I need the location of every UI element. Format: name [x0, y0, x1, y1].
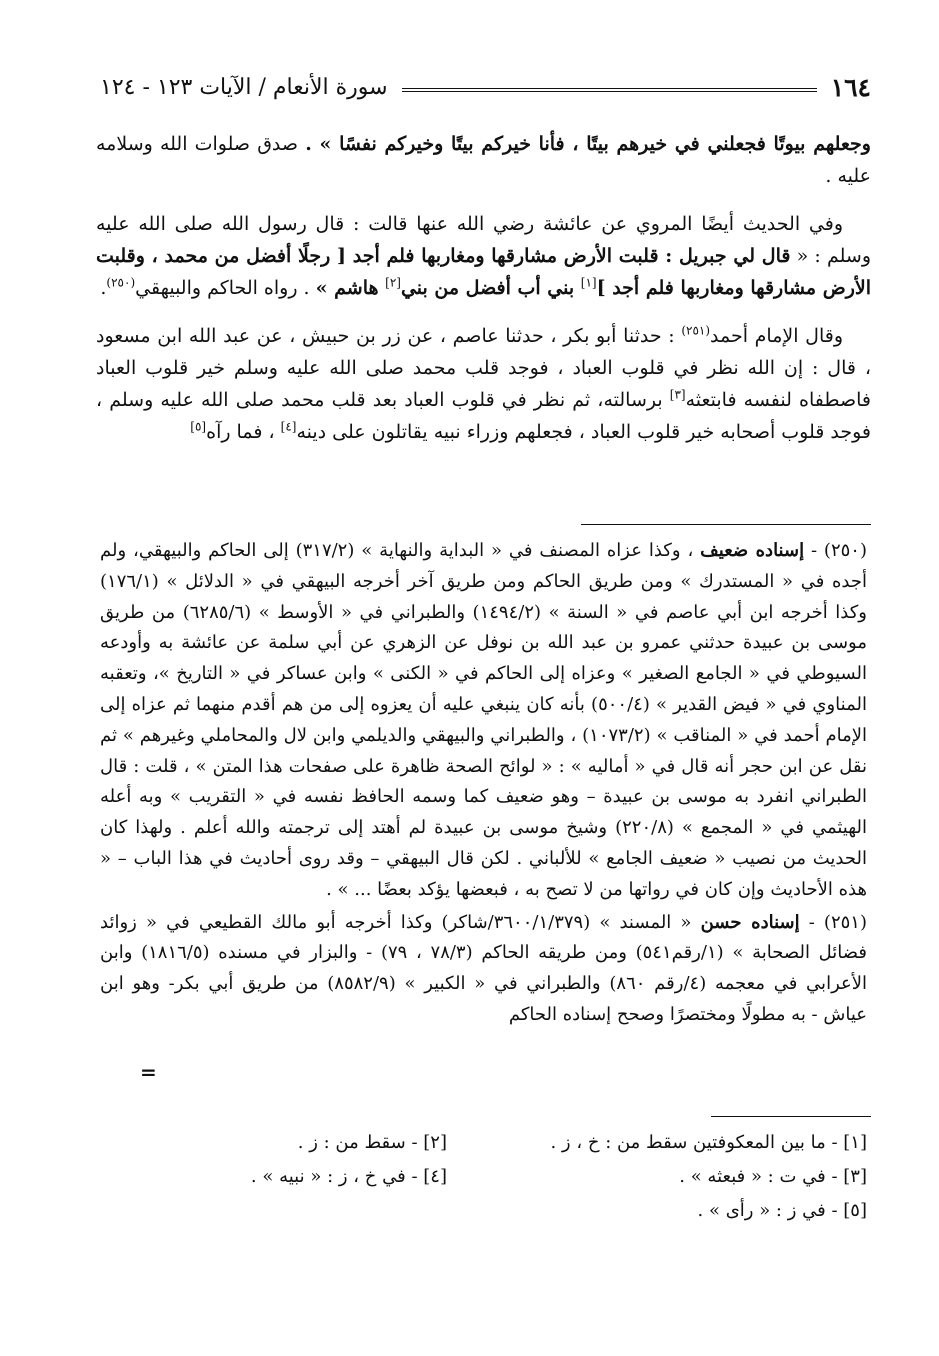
hadith-text-bold: قال لي جبريل : قلبت الأرض مشارقها ومغاربها فلم أجد [ رجلًا أفضل من محمد ، وقلبت الأرض مشارقها ومغاربها فلم أجد ] — [96, 245, 871, 299]
note-number: (٢٥٠) - — [804, 540, 868, 561]
hadith-text-bold: وجعلهم بيوتًا فجعلني في خيرهم بيتًا ، فأنا خيركم بيتًا وخيركم نفسًا » . — [305, 133, 871, 155]
note-251 — [100, 908, 867, 1031]
note-text: « المسند » (٣٦٠٠/١/٣٧٩/شاكر) وكذا أخرجه أبو مالك القطيعي في « زوائد فضائل الصحابة » (١/رقم٥٤١) ومن طريقه الحاكم (٧٨/٣ ، ٧٩) - والبزار في مسنده (١٨١٦/٥) وابن الأعرابي في معجمه (٤/رقم ٨٦٠) والطبراني في « الكبير » (٨٥٨٢/٩) من طريق أبي بكر- وهو ابن عياش - به مطولًا ومختصرًا وصحح إسناده الحاكم — [100, 911, 868, 1025]
footnote-3: [٣] - في ت : « فبعثه » . — [679, 1166, 867, 1187]
paragraph-3 — [96, 320, 871, 448]
footnote-row — [100, 1200, 867, 1230]
paragraph-text: ، فما رآه — [206, 421, 281, 443]
footnote-row — [100, 1166, 867, 1196]
page-number: ١٦٤ — [830, 72, 871, 102]
footnotes-divider — [711, 1116, 871, 1117]
note-number: (٢٥١) - — [799, 911, 867, 933]
paragraph-text: وقال الإمام أحمد — [710, 325, 843, 347]
footnote-ref: [٢] — [385, 275, 401, 290]
running-title: سورة الأنعام / الآيات ١٢٣ - ١٢٤ — [100, 74, 388, 100]
paragraph-text: صدق صلوات الله وسلامه عليه . — [96, 133, 871, 187]
paragraph-text: برسالته، ثم نظر في قلوب العباد بعد قلب محمد صلى الله عليه وسلم ، فوجد قلوب أصحابه خير قلوب العباد ، فجعلهم وزراء نبيه يقاتلون على دينه — [96, 389, 871, 443]
endnotes — [100, 536, 867, 1033]
paragraph-text: . — [100, 277, 107, 299]
paragraph-2 — [96, 208, 871, 304]
footnote-5: [٥] - في ز : « رأى » . — [697, 1200, 867, 1221]
footnote-row — [100, 1132, 867, 1162]
note-text: ، وكذا عزاه المصنف في « البداية والنهاية » (٣١٧/٢) إلى الحاكم والبيهقي، ولم أجده في « المستدرك » ومن طريق الحاكم ومن طريق آخر أخرجه البيهقي في « الدلائل » (١٧٦/١) وكذا أخرجه ابن أبي عاصم في « السنة » (١٤٩٤/٢) والطبراني في « الأوسط » (٦٢٨٥/٦) من طريق موسى بن عبيدة حدثني عمرو بن عبد الله بن نوفل عن الزهري عن أبي سلمة عن عائشة به وأودعه السيوطي في « الجامع الصغير » وعزاه إلى الحاكم في « الكنى » وابن عساكر في « التاريخ »، وتعقبه المناوي في « فيض القدير » (٥٠٠/٤) بأنه كان ينبغي عليه أن يعزوه إلى من هم أقدم منهما ثم عزاه إلى الإمام أحمد في « المناقب » (١٠٧٣/٢) ، والطبراني والبيهقي والديلمي وابن لال والمحاملي وغيرهم » ثم نقل عن ابن حجر أنه قال في « أماليه » : « لوائح الصحة ظاهرة على صفحات هذا المتن » ، قلت : قال الطبراني انفرد به موسى بن عبيدة – وهو ضعيف كما وسمه الحافظ نفسه في « التقريب » وبه أعله الهيثمي في « المجمع » (٢٢٠/٨) وشيخ موسى بن عبيدة لم أهتد إلى ترجمته والله أعلم . ولهذا كان الحديث من نصيب « ضعيف الجامع » للألباني . لكن قال البيهقي – وقد روى أحاديث في هذا الباب – « هذه الأحاديث وإن كان في رواتها من لا تصح به ، فبعضها يؤكد بعضًا ... » . — [100, 540, 867, 900]
footnote-ref: [٣] — [669, 387, 686, 402]
note-grade: إسناده ضعيف — [700, 540, 805, 561]
notes-divider — [581, 524, 871, 525]
note-grade: إسناده حسن — [700, 911, 800, 933]
paragraph-text: . رواه الحاكم والبيهقي — [135, 277, 316, 299]
paragraph-1 — [96, 128, 871, 192]
note-ref: (٢٥٠) — [106, 275, 136, 290]
hadith-text-bold: هاشم » — [315, 277, 386, 299]
paragraph-text: : حدثنا أبو بكر ، حدثنا عاصم ، عن زر بن حبيش ، عن عبد الله ابن مسعود ، قال : إن الله نظر في قلوب العباد ، فوجد قلب محمد صلى الله عليه وسلم خير قلوب العباد فاصطفاه لنفسه فابتعثه — [96, 325, 871, 411]
header-rule — [402, 88, 817, 92]
continuation-mark: = — [140, 1060, 157, 1084]
footnote-ref: [٥] — [190, 419, 207, 434]
note-250 — [100, 536, 867, 906]
footnote-4: [٤] - في خ ، ز : « نبيه » . — [250, 1166, 447, 1187]
footnote-2: [٢] - سقط من : ز . — [297, 1132, 447, 1153]
note-ref: (٢٥١) — [681, 323, 711, 338]
main-text — [96, 128, 871, 464]
hadith-text-bold: بني أب أفضل من بني — [400, 277, 581, 299]
footnote-ref: [٤] — [280, 419, 297, 434]
paragraph-text: وفي الحديث أيضًا المروي عن عائشة رضي الله عنها قالت : قال رسول الله صلى الله عليه وسلم : « — [96, 213, 872, 267]
page-header — [100, 70, 871, 104]
footnote-ref: [١] — [580, 275, 597, 290]
footnote-1: [١] - ما بين المعكوفتين سقط من : خ ، ز . — [550, 1132, 867, 1153]
